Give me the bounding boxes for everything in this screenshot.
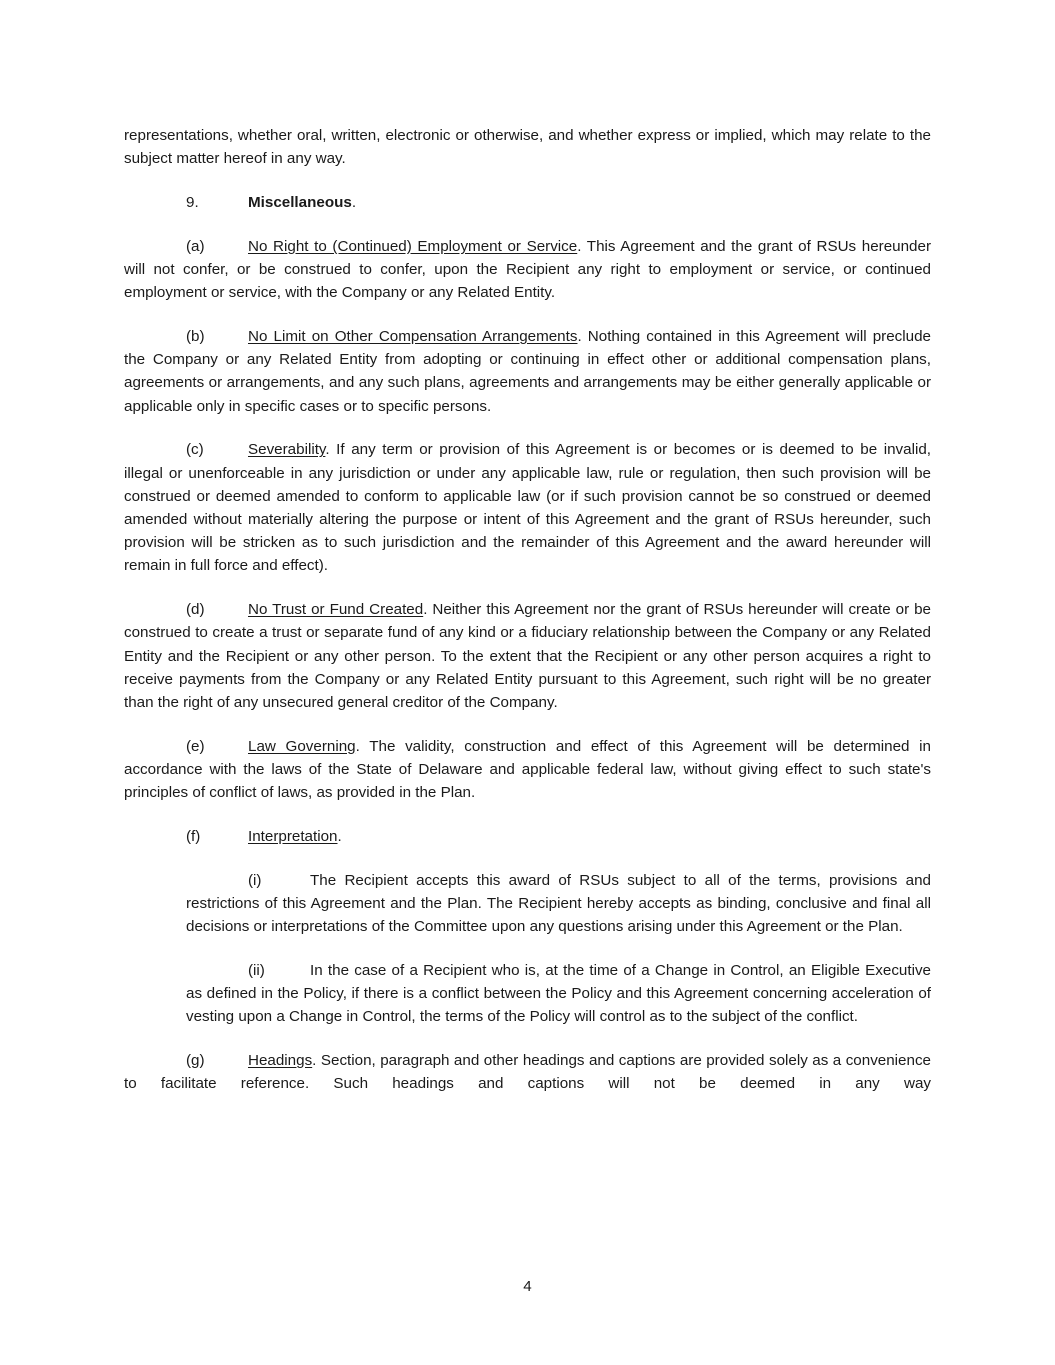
section-title: Miscellaneous (248, 194, 352, 211)
paragraph-f-ii (124, 959, 931, 1029)
paragraph-c (124, 438, 931, 577)
paragraph-d (124, 598, 931, 714)
paragraph-a-heading: No Right to (Continued) Employment or Service (248, 237, 578, 255)
paragraph-b (124, 325, 931, 418)
paragraph-f-i (124, 869, 931, 939)
intro-text: representations, whether oral, written, electronic or otherwise, and whether express or implied, which may relate to the subject matter hereof in any way. (124, 127, 931, 168)
paragraph-a-label: (a) (186, 237, 205, 255)
paragraph-f-i-body: The Recipient accepts this award of RSUs subject to all of the terms, provisions and restrictions of this Agreement and the Plan. The Recipient hereby accepts as binding, conclusive and final all decisions or interpretations of the Committee upon any questions arising under this Agreement or the Plan. (186, 871, 931, 936)
paragraph-f-label: (f) (186, 828, 201, 846)
paragraph-d-label: (d) (186, 601, 205, 619)
paragraph-f-ii-body: In the case of a Recipient who is, at the time of a Change in Control, an Eligible Executive as defined in the Policy, if there is a conflict between the Policy and this Agreement concerning acceleration of vesting upon a Change in Control, the terms of the Policy will control as to the subject of the conflict. (186, 962, 931, 1026)
paragraph-g (124, 1049, 931, 1095)
paragraph-f-heading: Interpretation (248, 828, 338, 846)
paragraph-g-label: (g) (186, 1052, 205, 1070)
paragraph-g-body: . Section, paragraph and other headings and captions are provided solely as a convenience to facilitate reference. Such headings and captions will not be deemed in any way (124, 1052, 931, 1093)
paragraph-c-heading: Severability (248, 441, 326, 459)
paragraph-e-heading: Law Governing (248, 737, 356, 755)
page-number: 4 (523, 1278, 532, 1295)
paragraph-f (124, 825, 931, 848)
paragraph-f-body: . (337, 828, 342, 846)
paragraph-c-label: (c) (186, 441, 204, 459)
paragraph-b-body: . Nothing contained in this Agreement will preclude the Company or any Related Entity from adopting or continuing in effect other or additional compensation plans, agreements or arrangements, and any such plans, agreements and arrangements may be either generally applicable or applicable only in specific cases or to specific persons. (124, 328, 931, 415)
paragraph-c-body: . If any term or provision of this Agreement is or becomes or is deemed to be invalid, illegal or unenforceable in any jurisdiction or under any applicable law, rule or regulation, then such provision will be construed or deemed amended to conform to applicable law (or if such provision cannot be so construed or deemed amended without materially altering the purpose or intent of this Agreement and the grant of RSUs hereunder, such provision will be stricken as to such jurisdiction and the remainder of this Agreement and the award hereunder will remain in full force and effect). (124, 441, 931, 575)
paragraph-e-body: . The validity, construction and effect of this Agreement will be determined in accordance with the laws of the State of Delaware and applicable federal law, without giving effect to such state's principles of conflict of laws, as provided in the Plan. (124, 737, 931, 802)
section-number: 9. (186, 194, 199, 211)
section-9-heading: 9. Miscellaneous. (124, 191, 931, 214)
paragraph-a-body: . This Agreement and the grant of RSUs hereunder will not confer, or be construed to confer, upon the Recipient any right to employment or service, or continued employment or service, with the Company or any Related Entity. (124, 237, 932, 302)
paragraph-d-heading: No Trust or Fund Created (248, 601, 424, 619)
paragraph-b-label: (b) (186, 328, 205, 345)
paragraph-g-heading: Headings (248, 1052, 313, 1070)
paragraph-f-ii-label: (ii) (248, 962, 265, 980)
document-page (124, 124, 931, 1116)
paragraph-f-i-label: (i) (248, 871, 262, 889)
paragraph-d-body: . Neither this Agreement nor the grant of RSUs hereunder will create or be construed to create a trust or separate fund of any kind or a fiduciary relationship between the Company or any Related Entity and the Recipient or any other person. To the extent that the Recipient or any other person acquires a right to receive payments from the Company or any Related Entity pursuant to this Agreement, such right will be no greater than the right of any unsecured general creditor of the Company. (124, 601, 931, 712)
intro-paragraph (124, 124, 931, 170)
paragraph-e-label: (e) (186, 737, 205, 755)
paragraph-b-heading: No Limit on Other Compensation Arrangements (248, 328, 578, 345)
paragraph-a (124, 235, 931, 305)
paragraph-e (124, 735, 931, 805)
